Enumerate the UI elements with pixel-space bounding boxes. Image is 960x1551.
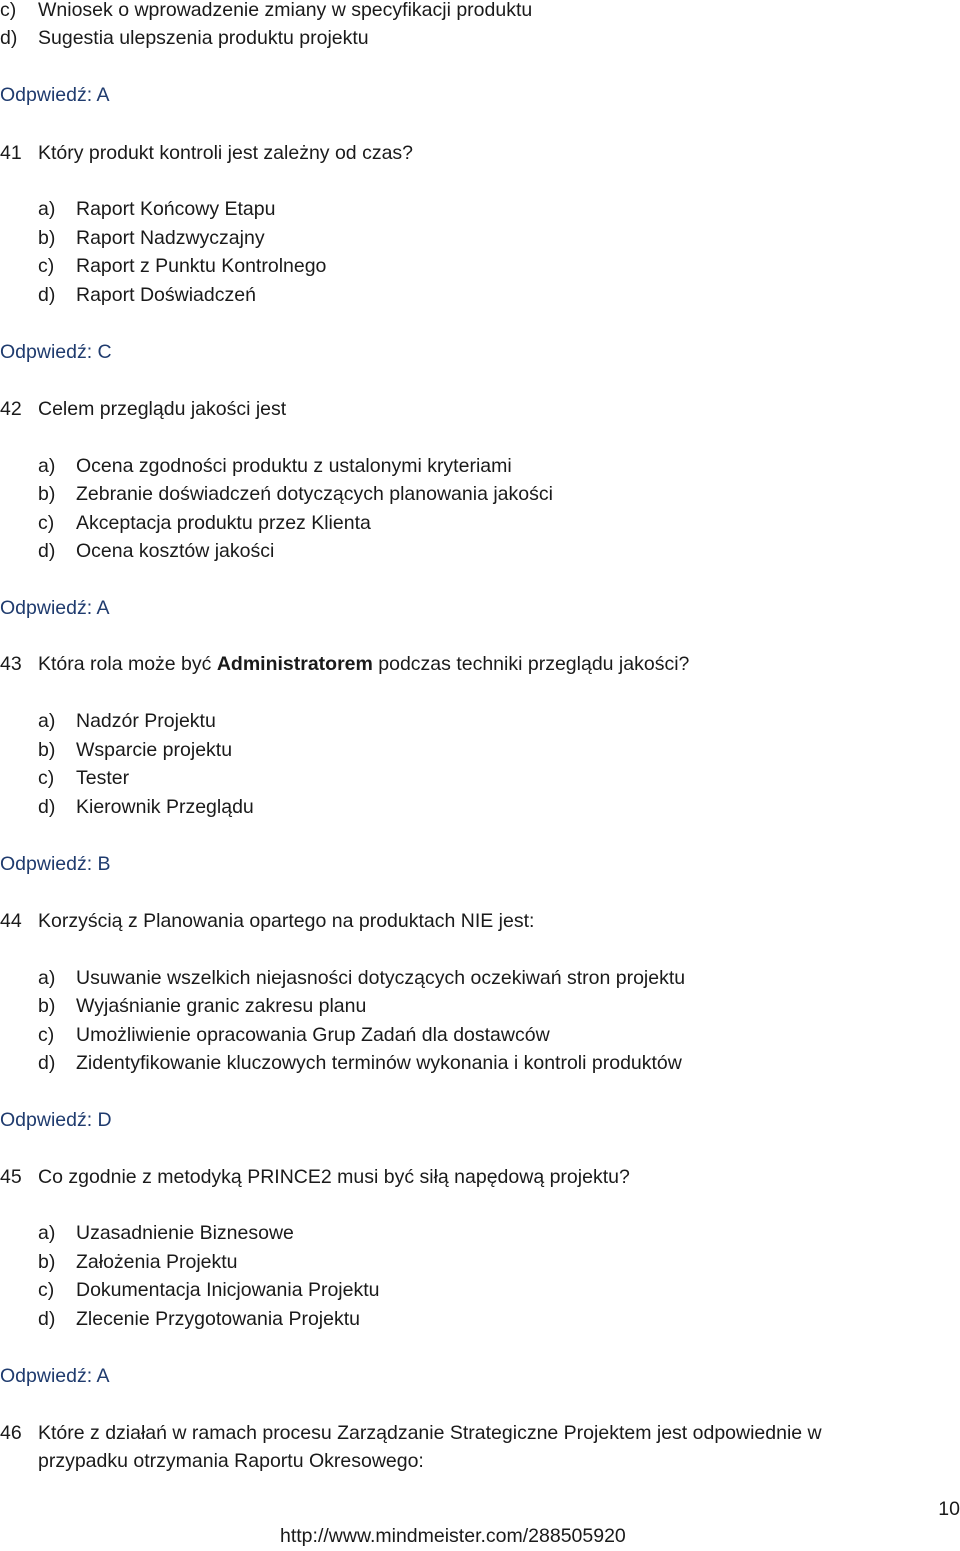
option-letter: c) xyxy=(38,767,55,789)
answer-label: Odpwiedź: B xyxy=(0,853,111,875)
option-text: Dokumentacja Inicjowania Projektu xyxy=(76,1279,380,1301)
option-letter: a) xyxy=(38,710,56,732)
question-text: Który produkt kontroli jest zależny od czas? xyxy=(38,142,414,164)
option-letter: d) xyxy=(38,540,56,562)
option-letter: b) xyxy=(38,739,56,761)
question-number: 44 xyxy=(0,910,22,932)
option-letter: d) xyxy=(38,796,56,818)
option-text: Kierownik Przeglądu xyxy=(76,796,254,818)
option-letter: a) xyxy=(38,198,56,220)
question-text: Które z działań w ramach procesu Zarządzanie Strategiczne Projektem jest odpowiednie w xyxy=(38,1422,822,1444)
question-text: Celem przeglądu jakości jest xyxy=(38,398,287,420)
question-number: 41 xyxy=(0,142,22,164)
option-letter: c) xyxy=(38,512,55,534)
option-letter: c) xyxy=(0,0,17,21)
option-text: Umożliwienie opracowania Grup Zadań dla dostawców xyxy=(76,1024,550,1046)
option-text: Zlecenie Przygotowania Projektu xyxy=(76,1308,360,1330)
option-text: Założenia Projektu xyxy=(76,1251,238,1273)
option-text: Raport Doświadczeń xyxy=(76,284,256,306)
option-text: Raport Nadzwyczajny xyxy=(76,227,265,249)
option-letter: d) xyxy=(38,284,56,306)
question-number: 45 xyxy=(0,1166,22,1188)
option-text: Ocena zgodności produktu z ustalonymi kryteriami xyxy=(76,455,512,477)
option-text: Akceptacja produktu przez Klienta xyxy=(76,512,371,534)
option-text: Wyjaśnianie granic zakresu planu xyxy=(76,995,367,1017)
question-number: 42 xyxy=(0,398,22,420)
option-letter: d) xyxy=(0,27,18,49)
option-letter: b) xyxy=(38,227,56,249)
option-text: Zidentyfikowanie kluczowych terminów wykonania i kontroli produktów xyxy=(76,1052,682,1074)
option-text: Sugestia ulepszenia produktu projektu xyxy=(38,27,369,49)
option-text: Uzasadnienie Biznesowe xyxy=(76,1222,294,1244)
answer-label: Odpwiedź: A xyxy=(0,1365,110,1387)
question-text: Co zgodnie z metodyką PRINCE2 musi być siłą napędową projektu? xyxy=(38,1166,630,1188)
question-text-part: Która rola może być xyxy=(38,653,217,675)
option-text: Raport Końcowy Etapu xyxy=(76,198,276,220)
option-text: Tester xyxy=(76,767,130,789)
option-letter: c) xyxy=(38,255,55,277)
option-letter: a) xyxy=(38,967,56,989)
option-letter: b) xyxy=(38,1251,56,1273)
option-letter: b) xyxy=(38,483,56,505)
question-number: 46 xyxy=(0,1422,22,1444)
option-letter: c) xyxy=(38,1024,55,1046)
option-letter: c) xyxy=(38,1279,55,1301)
question-text: Korzyścią z Planowania opartego na produktach NIE jest: xyxy=(38,910,535,932)
option-text: Zebranie doświadczeń dotyczących planowania jakości xyxy=(76,483,553,505)
question-bold-term: Administratorem xyxy=(216,653,373,675)
option-text: Wniosek o wprowadzenie zmiany w specyfikacji produktu xyxy=(38,0,533,21)
option-letter: a) xyxy=(38,455,56,477)
option-text: Usuwanie wszelkich niejasności dotyczących oczekiwań stron projektu xyxy=(76,967,686,989)
option-text: Wsparcie projektu xyxy=(76,739,233,761)
question-text-part: podczas techniki przeglądu jakości? xyxy=(372,653,690,675)
question-number: 43 xyxy=(0,653,22,675)
answer-label: Odpwiedź: C xyxy=(0,341,112,363)
option-text: Nadzór Projektu xyxy=(76,710,216,732)
answer-label: Odpwiedź: D xyxy=(0,1109,112,1131)
option-letter: a) xyxy=(38,1222,56,1244)
answer-label: Odpwiedź: A xyxy=(0,84,110,106)
page-number: 10 xyxy=(938,1498,960,1520)
option-letter: b) xyxy=(38,995,56,1017)
option-letter: d) xyxy=(38,1308,56,1330)
option-letter: d) xyxy=(38,1052,56,1074)
answer-label: Odpwiedź: A xyxy=(0,597,110,619)
option-text: Ocena kosztów jakości xyxy=(76,540,275,562)
question-text xyxy=(38,649,689,679)
option-text: Raport z Punktu Kontrolnego xyxy=(76,255,327,277)
footer-url[interactable]: http://www.mindmeister.com/288505920 xyxy=(280,1525,626,1547)
question-text-continuation: przypadku otrzymania Raportu Okresowego: xyxy=(38,1450,424,1472)
